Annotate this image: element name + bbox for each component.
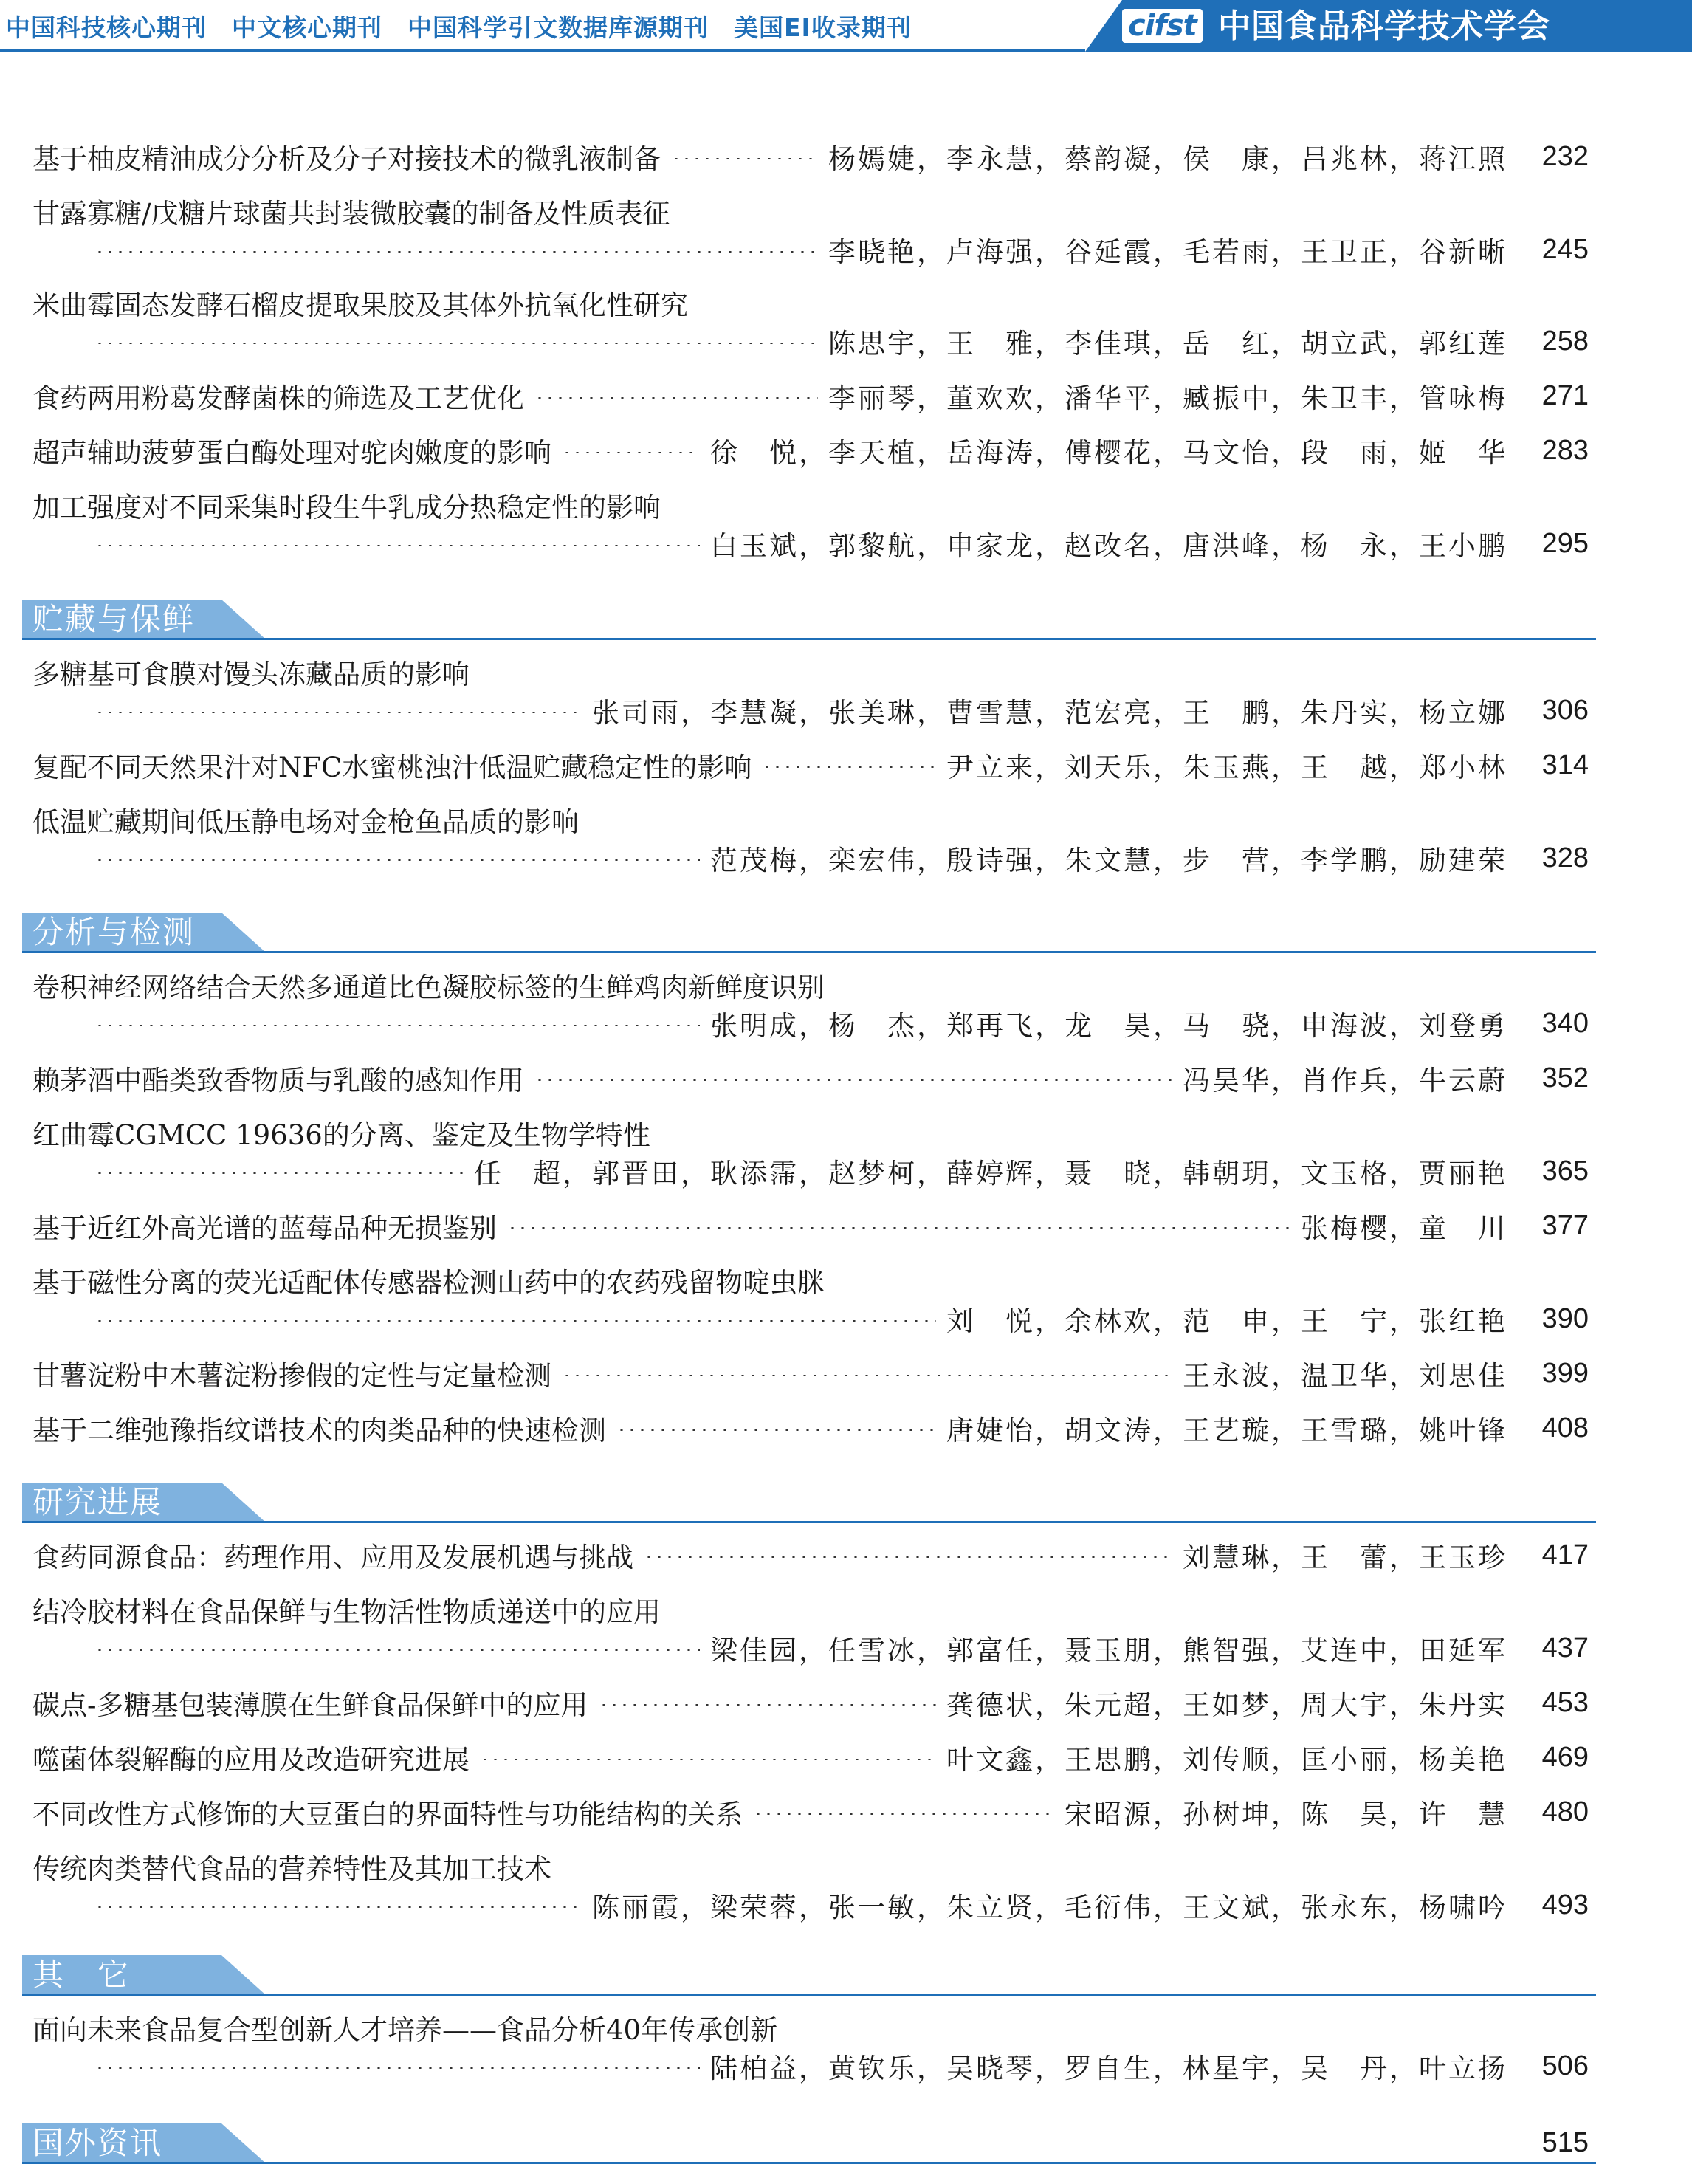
toc-entry-author-line: [32, 1003, 1589, 1044]
toc-entry[interactable]: [32, 1791, 1589, 1833]
entry-title: 碳点-多糖基包装薄膜在生鲜食品保鲜中的应用: [32, 1689, 588, 1721]
entry-page: 258: [1541, 325, 1589, 357]
section-label: 分析与检测: [32, 914, 196, 950]
journal-banner: [0, 0, 1692, 55]
entry-title: 卷积神经网络结合天然多通道比色凝胶标签的生鲜鸡肉新鲜度识别: [32, 972, 825, 1003]
dot-leader: [94, 1320, 936, 1322]
entry-page: 493: [1541, 1889, 1589, 1920]
dot-leader: [94, 859, 700, 861]
entry-page: 417: [1541, 1539, 1589, 1570]
badge-ei: 美国EI收录期刊: [734, 13, 912, 42]
dot-leader: [762, 766, 936, 768]
entry-page: 340: [1541, 1007, 1589, 1039]
dot-leader: [480, 1759, 936, 1760]
entry-authors: 叶文鑫，王思鹏，刘传顺，匡小丽，杨美艳: [946, 1744, 1507, 1776]
toc-entry-title-line[interactable]: [32, 1260, 1589, 1301]
entry-page: 271: [1541, 380, 1589, 411]
toc-entry[interactable]: [32, 430, 1589, 471]
dot-leader: [507, 1227, 1290, 1229]
section-rule: [22, 1521, 1596, 1523]
toc-entry-title-line[interactable]: [32, 190, 1589, 232]
toc-entry[interactable]: [32, 375, 1589, 416]
toc-entry-title-line[interactable]: [32, 651, 1589, 693]
entry-title: 复配不同天然果汁对NFC水蜜桃浊汁低温贮藏稳定性的影响: [32, 752, 752, 783]
entry-page: 245: [1541, 233, 1589, 265]
dot-leader: [94, 343, 818, 344]
section-rule: [22, 951, 1596, 953]
dot-leader: [94, 1025, 700, 1026]
entry-title: 加工强度对不同采集时段生牛乳成分热稳定性的影响: [32, 492, 661, 523]
entry-authors: 宋昭源，孙树坤，陈 昊，许 慧: [1065, 1799, 1507, 1830]
entry-authors: 冯昊华，肖作兵，牛云蔚: [1183, 1065, 1507, 1096]
entry-title: 甘薯淀粉中木薯淀粉掺假的定性与定量检测: [32, 1360, 551, 1392]
dot-leader: [94, 712, 582, 713]
toc-entry-author-line: [32, 837, 1589, 879]
entry-title: 赖茅酒中酯类致香物质与乳酸的感知作用: [32, 1065, 524, 1096]
entry-page: 232: [1541, 140, 1589, 172]
entry-authors: 陆柏益，黄钦乐，吴晓琴，罗自生，林星宇，吴 丹，叶立扬: [710, 2053, 1507, 2084]
entry-page: 437: [1541, 1632, 1589, 1663]
toc-entry-title-line[interactable]: [32, 799, 1589, 840]
section-rule: [22, 2162, 1596, 2164]
section-page: 515: [1541, 2127, 1589, 2158]
toc-entry[interactable]: [32, 1057, 1589, 1099]
dot-leader: [94, 1906, 582, 1908]
toc-entry[interactable]: [32, 1534, 1589, 1576]
entry-page: 295: [1541, 527, 1589, 559]
section-label: 研究进展: [32, 1484, 163, 1520]
entry-page: 352: [1541, 1062, 1589, 1093]
toc-entry-author-line: [32, 1298, 1589, 1339]
entry-authors: 唐婕怡，胡文涛，王艺璇，王雪璐，姚叶锋: [946, 1415, 1507, 1446]
entry-title: 食药同源食品：药理作用、应用及发展机遇与挑战: [32, 1542, 633, 1573]
entry-page: 480: [1541, 1796, 1589, 1827]
entry-title: 噬菌体裂解酶的应用及改造研究进展: [32, 1744, 470, 1776]
entry-page: 314: [1541, 749, 1589, 780]
entry-authors: 徐 悦，李天植，岳海涛，傅樱花，马文怡，段 雨，姬 华: [710, 437, 1507, 469]
toc-entry-title-line[interactable]: [32, 282, 1589, 323]
dot-leader: [562, 452, 700, 453]
entry-authors: 张司雨，李慧凝，张美琳，曹雪慧，范宏亮，王 鹏，朱丹实，杨立娜: [592, 697, 1507, 729]
toc-entry-title-line[interactable]: [32, 2007, 1589, 2048]
section-header-other: [22, 1955, 1596, 1998]
entry-title: 结冷胶材料在食品保鲜与生物活性物质递送中的应用: [32, 1596, 661, 1628]
dot-leader: [534, 397, 818, 399]
section-rule: [22, 1994, 1596, 1996]
entry-title: 甘露寡糖/戊糖片球菌共封装微胶囊的制备及性质表征: [32, 198, 670, 230]
toc-entry-author-line: [32, 1884, 1589, 1926]
toc-entry-title-line[interactable]: [32, 1846, 1589, 1887]
toc-entry[interactable]: [32, 136, 1589, 177]
dot-leader: [94, 2067, 700, 2069]
society-name: 中国食品科学技术学会: [1218, 7, 1550, 45]
toc-entry-author-line: [32, 690, 1589, 731]
entry-authors: 范茂梅，栾宏伟，殷诗强，朱文慧，步 营，李学鹏，励建荣: [710, 845, 1507, 876]
dot-leader: [94, 1649, 700, 1651]
entry-authors: 龚德状，朱元超，王如梦，周大宇，朱丹实: [946, 1689, 1507, 1721]
cifst-logo: cifst: [1122, 9, 1203, 43]
dot-leader: [562, 1375, 1172, 1376]
entry-authors: 张梅樱，童 川: [1301, 1212, 1507, 1244]
entry-authors: 陈丽霞，梁荣蓉，张一敏，朱立贤，毛衍伟，王文斌，张永东，杨啸吟: [592, 1892, 1507, 1923]
entry-authors: 王永波，温卫华，刘思佳: [1183, 1360, 1507, 1392]
entry-authors: 李丽琴，董欢欢，潘华平，臧振中，朱卫丰，管咏梅: [828, 382, 1507, 414]
toc-entry[interactable]: [32, 1737, 1589, 1778]
entry-authors: 白玉斌，郭黎航，申家龙，赵改名，唐洪峰，杨 永，王小鹏: [710, 530, 1507, 562]
entry-title: 基于磁性分离的荧光适配体传感器检测山药中的农药残留物啶虫脒: [32, 1267, 825, 1299]
entry-title: 基于近红外高光谱的蓝莓品种无损鉴别: [32, 1212, 497, 1244]
entry-authors: 陈思宇，王 雅，李佳琪，岳 红，胡立武，郭红莲: [828, 328, 1507, 360]
section-header-foreign-news[interactable]: [22, 2123, 1596, 2166]
entry-authors: 张明成，杨 杰，郑再飞，龙 昊，马 骁，申海波，刘登勇: [710, 1010, 1507, 1042]
entry-title: 基于二维弛豫指纹谱技术的肉类品种的快速检测: [32, 1415, 606, 1446]
entry-title: 多糖基可食膜对馒头冻藏品质的影响: [32, 659, 470, 690]
entry-page: 506: [1541, 2050, 1589, 2081]
dot-leader: [94, 1172, 464, 1174]
entry-authors: 梁佳园，任雪冰，郭富任，聂玉朋，熊智强，艾连中，田延军: [710, 1635, 1507, 1666]
indexing-badges: [0, 0, 1113, 52]
section-label: 其 它: [32, 1957, 131, 1993]
toc-entry[interactable]: [32, 1407, 1589, 1449]
dot-leader: [534, 1079, 1172, 1081]
entry-page: 377: [1541, 1209, 1589, 1241]
toc-entry-title-line[interactable]: [32, 484, 1589, 526]
toc-entry-author-line: [32, 320, 1589, 362]
entry-title: 基于柚皮精油成分分析及分子对接技术的微乳液制备: [32, 143, 661, 175]
toc-entry[interactable]: [32, 744, 1589, 786]
section-header-storage: [22, 600, 1596, 642]
entry-authors: 尹立来，刘天乐，朱玉燕，王 越，郑小林: [946, 752, 1507, 783]
toc-entry[interactable]: [32, 1353, 1589, 1394]
section-rule: [22, 638, 1596, 640]
toc-entry-author-line: [32, 1627, 1589, 1669]
section-header-review: [22, 1483, 1596, 1525]
entry-page: 283: [1541, 434, 1589, 466]
dot-leader: [616, 1429, 936, 1431]
badge-pku-core: 中文核心期刊: [232, 13, 382, 42]
toc-entry-author-line: [32, 2045, 1589, 2087]
banner-rule: [0, 49, 1085, 52]
entry-authors: 李晓艳，卢海强，谷延霞，毛若雨，王卫正，谷新晰: [828, 236, 1507, 268]
toc-entry-title-line[interactable]: [32, 964, 1589, 1006]
entry-title: 传统肉类替代食品的营养特性及其加工技术: [32, 1853, 551, 1885]
badge-cstpcd: 中国科技核心期刊: [6, 13, 207, 42]
dot-leader: [94, 545, 700, 546]
dot-leader: [753, 1813, 1054, 1815]
toc-entry-author-line: [32, 229, 1589, 270]
entry-title: 低温贮藏期间低压静电场对金枪鱼品质的影响: [32, 806, 579, 838]
entry-page: 306: [1541, 694, 1589, 726]
entry-page: 469: [1541, 1741, 1589, 1773]
entry-title: 超声辅助菠萝蛋白酶处理对驼肉嫩度的影响: [32, 437, 551, 469]
dot-leader: [671, 158, 818, 159]
entry-page: 365: [1541, 1155, 1589, 1187]
entry-authors: 任 超，郭晋田，耿添霈，赵梦柯，薛婷辉，聂 晓，韩朝玥，文玉格，贾丽艳: [474, 1158, 1507, 1189]
section-label: 国外资讯: [32, 2125, 163, 2161]
entry-page: 453: [1541, 1686, 1589, 1718]
entry-title: 米曲霉固态发酵石榴皮提取果胶及其体外抗氧化性研究: [32, 289, 688, 321]
entry-title: 食药两用粉葛发酵菌株的筛选及工艺优化: [32, 382, 524, 414]
toc-entry[interactable]: [32, 1682, 1589, 1723]
entry-page: 399: [1541, 1357, 1589, 1389]
badge-cscd: 中国科学引文数据库源期刊: [407, 13, 709, 42]
dot-leader: [599, 1704, 936, 1706]
dot-leader: [644, 1556, 1172, 1558]
entry-page: 390: [1541, 1302, 1589, 1334]
toc-entry-author-line: [32, 1150, 1589, 1192]
entry-authors: 杨嫣婕，李永慧，蔡韵凝，侯 康，吕兆林，蒋江照: [828, 143, 1507, 175]
entry-page: 328: [1541, 842, 1589, 873]
entry-authors: 刘 悦，余林欢，范 申，王 宁，张红艳: [946, 1305, 1507, 1337]
section-header-analysis: [22, 913, 1596, 955]
toc-entry-title-line[interactable]: [32, 1589, 1589, 1630]
toc-entry-title-line[interactable]: [32, 1112, 1589, 1153]
entry-title: 红曲霉CGMCC 19636的分离、鉴定及生物学特性: [32, 1119, 650, 1151]
entry-authors: 刘慧琳，王 蕾，王玉珍: [1183, 1542, 1507, 1573]
toc-entry[interactable]: [32, 1205, 1589, 1246]
entry-page: 408: [1541, 1412, 1589, 1443]
toc-entry-author-line: [32, 523, 1589, 564]
entry-title: 不同改性方式修饰的大豆蛋白的界面特性与功能结构的关系: [32, 1799, 743, 1830]
section-label: 贮藏与保鲜: [32, 601, 196, 637]
entry-title: 面向未来食品复合型创新人才培养——食品分析40年传承创新: [32, 2014, 778, 2046]
dot-leader: [94, 251, 818, 253]
